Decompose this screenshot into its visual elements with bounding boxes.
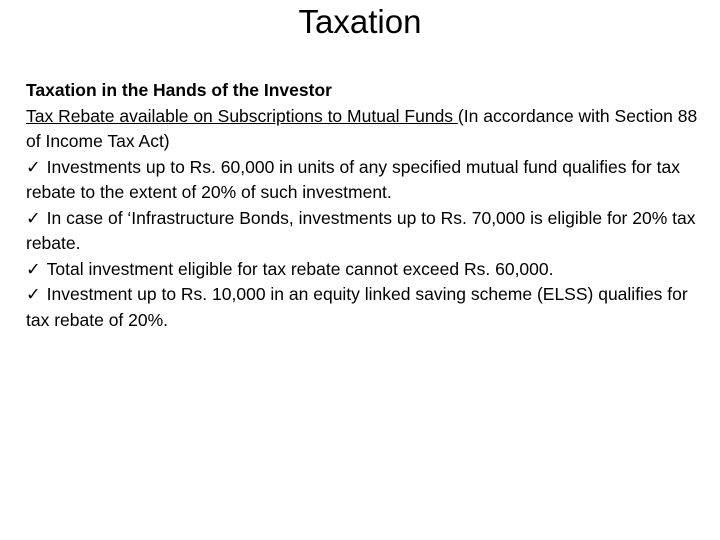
bullet-item [26,282,706,333]
checkmark-icon: ✓ [26,284,41,304]
bullet-text: Total investment eligible for tax rebate cannot exceed Rs. 60,000. [46,258,554,279]
slide-title: Taxation [298,3,422,40]
bullet-text: In case of ‘Infrastructure Bonds, investments up to Rs. 70,000 is eligible for 20% tax rebate. [26,207,696,253]
bullet-item [26,155,706,206]
subheading-underlined: Tax Rebate available on Subscriptions to Mutual Funds [26,105,458,126]
slide-body [26,78,706,333]
checkmark-icon: ✓ [26,156,41,177]
subheading-rest: (In accordance with Section 88 of Income Tax Act) [26,105,698,151]
bullet-text: Investment up to Rs. 10,000 in an equity linked saving scheme (ELSS) qualifies for tax rebate of 20%. [26,284,688,330]
checkmark-icon: ✓ [26,258,41,279]
section-heading: Taxation in the Hands of the Investor [26,80,332,100]
subheading [26,104,706,155]
bullet-text: Investments up to Rs. 60,000 in units of any specified mutual fund qualifies for tax rebate to the extent of 20% of such investment. [26,156,680,202]
bullet-item [26,206,706,257]
checkmark-icon: ✓ [26,207,41,228]
bullet-item [26,257,706,283]
